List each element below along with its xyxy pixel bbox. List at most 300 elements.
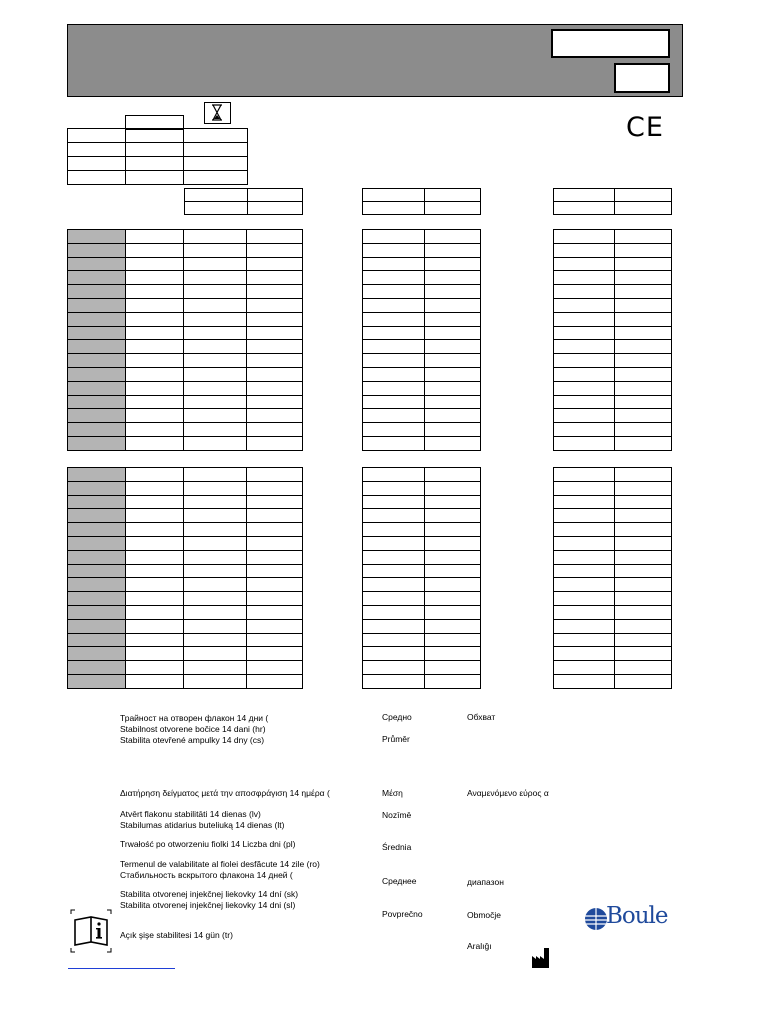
- table-cell[interactable]: [615, 230, 672, 244]
- table-cell[interactable]: [554, 285, 615, 299]
- table-cell[interactable]: [363, 674, 425, 688]
- table-cell[interactable]: [68, 536, 126, 550]
- mean-label-pl: Średnia: [382, 842, 412, 852]
- table-cell[interactable]: [425, 409, 481, 423]
- table-cell[interactable]: [363, 578, 425, 592]
- table-cell[interactable]: [126, 509, 184, 523]
- table-cell[interactable]: [425, 257, 481, 271]
- table-cell[interactable]: [554, 523, 615, 537]
- table-cell[interactable]: [184, 409, 247, 423]
- table-cell[interactable]: [184, 298, 247, 312]
- table-cell[interactable]: [554, 605, 615, 619]
- table-row: [554, 354, 672, 368]
- table-row: [68, 381, 303, 395]
- table-cell[interactable]: [425, 592, 481, 606]
- table-cell[interactable]: [247, 564, 303, 578]
- table-cell[interactable]: [425, 381, 481, 395]
- table-cell[interactable]: [68, 409, 126, 423]
- lot-number-box[interactable]: [551, 29, 670, 58]
- note-bg: Трайност на отворен флакон 14 дни (: [120, 713, 269, 723]
- table-cell[interactable]: [363, 661, 425, 675]
- table-row: [68, 523, 303, 537]
- mean-label-cs: Průměr: [382, 734, 410, 744]
- table-cell[interactable]: [425, 271, 481, 285]
- table-cell[interactable]: [554, 468, 615, 482]
- table-cell[interactable]: [363, 381, 425, 395]
- table-cell[interactable]: [126, 550, 184, 564]
- table-row: [68, 674, 303, 688]
- table-cell[interactable]: [184, 564, 247, 578]
- table-cell[interactable]: [363, 326, 425, 340]
- table-cell[interactable]: [615, 619, 672, 633]
- table-cell[interactable]: [247, 633, 303, 647]
- table-cell[interactable]: [126, 481, 184, 495]
- table-cell[interactable]: [184, 285, 247, 299]
- table-cell[interactable]: [126, 633, 184, 647]
- table-cell[interactable]: [247, 354, 303, 368]
- table-cell[interactable]: [126, 285, 184, 299]
- table-row: [68, 230, 303, 244]
- table-cell[interactable]: [184, 550, 247, 564]
- table-cell[interactable]: [247, 243, 303, 257]
- table-cell[interactable]: [425, 285, 481, 299]
- table-cell[interactable]: [363, 285, 425, 299]
- table-cell[interactable]: [247, 367, 303, 381]
- table-cell[interactable]: [68, 605, 126, 619]
- table-cell[interactable]: [184, 230, 247, 244]
- table-cell[interactable]: [425, 495, 481, 509]
- table-cell[interactable]: [363, 536, 425, 550]
- table-cell[interactable]: [554, 257, 615, 271]
- table-cell[interactable]: [126, 605, 184, 619]
- table-cell[interactable]: [68, 381, 126, 395]
- table-cell[interactable]: [425, 340, 481, 354]
- table-cell[interactable]: [615, 257, 672, 271]
- table-cell[interactable]: [615, 367, 672, 381]
- table-cell[interactable]: [184, 367, 247, 381]
- link-underline[interactable]: [68, 968, 175, 969]
- table-cell[interactable]: [425, 661, 481, 675]
- table-cell[interactable]: [68, 312, 126, 326]
- table-cell[interactable]: [615, 340, 672, 354]
- table-cell[interactable]: [184, 271, 247, 285]
- table-cell[interactable]: [126, 381, 184, 395]
- table-cell[interactable]: [425, 230, 481, 244]
- table-row: [363, 326, 481, 340]
- table-cell[interactable]: [615, 468, 672, 482]
- table-cell[interactable]: [615, 605, 672, 619]
- table-cell[interactable]: [68, 578, 126, 592]
- table-row: [68, 481, 303, 495]
- table-cell[interactable]: [363, 523, 425, 537]
- table-cell[interactable]: [126, 436, 184, 450]
- table-cell[interactable]: [126, 312, 184, 326]
- table-cell[interactable]: [184, 395, 247, 409]
- table-cell[interactable]: [425, 367, 481, 381]
- table-cell[interactable]: [425, 468, 481, 482]
- table-cell[interactable]: [554, 661, 615, 675]
- table-cell[interactable]: [554, 395, 615, 409]
- table-cell[interactable]: [615, 564, 672, 578]
- table-row: [363, 340, 481, 354]
- table-cell[interactable]: [68, 674, 126, 688]
- table-row: [68, 285, 303, 299]
- table-cell[interactable]: [247, 230, 303, 244]
- table-cell[interactable]: [425, 523, 481, 537]
- table-cell[interactable]: [247, 536, 303, 550]
- table-row: [363, 674, 481, 688]
- table-cell[interactable]: [184, 468, 247, 482]
- table-cell[interactable]: [126, 243, 184, 257]
- table-cell[interactable]: [247, 523, 303, 537]
- table-cell[interactable]: [247, 481, 303, 495]
- table-row: [554, 285, 672, 299]
- table-cell[interactable]: [68, 523, 126, 537]
- table-row: [68, 633, 303, 647]
- table-cell[interactable]: [68, 619, 126, 633]
- table-cell[interactable]: [184, 633, 247, 647]
- note-sl: Stabilita otvorenej injekčnej liekovky 14 dni (sl): [120, 900, 296, 910]
- table-row: [68, 509, 303, 523]
- level-box[interactable]: [614, 63, 670, 93]
- table-cell[interactable]: [247, 436, 303, 450]
- table-cell[interactable]: [554, 536, 615, 550]
- table-cell[interactable]: [68, 230, 126, 244]
- table-cell[interactable]: [425, 550, 481, 564]
- table-cell[interactable]: [615, 674, 672, 688]
- table-cell[interactable]: [615, 536, 672, 550]
- table-cell[interactable]: [554, 312, 615, 326]
- table-cell[interactable]: [554, 674, 615, 688]
- table-cell[interactable]: [425, 633, 481, 647]
- table-cell[interactable]: [184, 578, 247, 592]
- table-row: [554, 661, 672, 675]
- table-cell[interactable]: [68, 481, 126, 495]
- parameter-table-lower: [67, 467, 303, 689]
- table-cell[interactable]: [247, 409, 303, 423]
- table-cell[interactable]: [363, 495, 425, 509]
- range-label-tr: Aralığı: [467, 941, 492, 951]
- table-cell[interactable]: [126, 564, 184, 578]
- table-cell[interactable]: [126, 578, 184, 592]
- table-cell[interactable]: [615, 354, 672, 368]
- table-cell[interactable]: [68, 661, 126, 675]
- table-cell[interactable]: [363, 550, 425, 564]
- table-cell[interactable]: [425, 647, 481, 661]
- table-cell[interactable]: [363, 647, 425, 661]
- table-cell[interactable]: [184, 647, 247, 661]
- table-cell[interactable]: [554, 326, 615, 340]
- table-row: [554, 381, 672, 395]
- brand-name: Boule: [606, 903, 668, 929]
- table-cell[interactable]: [363, 633, 425, 647]
- instructions-for-use-icon: [70, 909, 112, 953]
- table-cell[interactable]: [554, 495, 615, 509]
- table-cell[interactable]: [554, 340, 615, 354]
- table-cell[interactable]: [554, 367, 615, 381]
- table-cell[interactable]: [184, 592, 247, 606]
- table-cell[interactable]: [363, 298, 425, 312]
- table-cell[interactable]: [184, 257, 247, 271]
- table-cell[interactable]: [126, 468, 184, 482]
- table-cell[interactable]: [363, 312, 425, 326]
- table-cell[interactable]: [247, 468, 303, 482]
- level2-table-upper: [362, 229, 481, 451]
- table-cell[interactable]: [68, 495, 126, 509]
- table-cell[interactable]: [363, 605, 425, 619]
- table-row: [554, 509, 672, 523]
- table-cell[interactable]: [247, 495, 303, 509]
- mean-label-el: Μέση: [382, 788, 403, 798]
- table-cell[interactable]: [247, 592, 303, 606]
- table-cell[interactable]: [184, 661, 247, 675]
- lot-info-table: [67, 128, 248, 185]
- table-cell[interactable]: [184, 536, 247, 550]
- table-cell[interactable]: [615, 550, 672, 564]
- table-cell[interactable]: [363, 409, 425, 423]
- table-cell[interactable]: [615, 326, 672, 340]
- table-cell[interactable]: [615, 243, 672, 257]
- table-cell[interactable]: [247, 340, 303, 354]
- table-cell[interactable]: [126, 592, 184, 606]
- table-cell[interactable]: [68, 285, 126, 299]
- table-cell[interactable]: [425, 395, 481, 409]
- table-cell[interactable]: [425, 509, 481, 523]
- table-cell[interactable]: [68, 395, 126, 409]
- table-cell[interactable]: [554, 271, 615, 285]
- table-cell[interactable]: [615, 523, 672, 537]
- table-cell[interactable]: [363, 592, 425, 606]
- table-cell[interactable]: [363, 436, 425, 450]
- table-cell[interactable]: [615, 481, 672, 495]
- table-cell[interactable]: [68, 647, 126, 661]
- table-cell[interactable]: [554, 619, 615, 633]
- table-cell[interactable]: [184, 354, 247, 368]
- table-cell[interactable]: [247, 298, 303, 312]
- table-row: [68, 367, 303, 381]
- table-cell[interactable]: [554, 564, 615, 578]
- table-cell[interactable]: [247, 381, 303, 395]
- table-cell[interactable]: [615, 271, 672, 285]
- table-cell[interactable]: [184, 619, 247, 633]
- table-cell[interactable]: [184, 423, 247, 437]
- table-cell[interactable]: [184, 481, 247, 495]
- table-cell[interactable]: [126, 326, 184, 340]
- table-cell[interactable]: [425, 605, 481, 619]
- table-row: [68, 409, 303, 423]
- table-cell[interactable]: [126, 647, 184, 661]
- table-cell[interactable]: [615, 381, 672, 395]
- table-cell[interactable]: [615, 312, 672, 326]
- table-cell[interactable]: [68, 592, 126, 606]
- table-cell[interactable]: [247, 661, 303, 675]
- table-cell[interactable]: [247, 647, 303, 661]
- table-cell[interactable]: [425, 326, 481, 340]
- table-cell[interactable]: [247, 509, 303, 523]
- table-cell[interactable]: [615, 495, 672, 509]
- table-cell[interactable]: [184, 523, 247, 537]
- table-cell[interactable]: [68, 436, 126, 450]
- table-cell[interactable]: [126, 230, 184, 244]
- table-cell[interactable]: [247, 257, 303, 271]
- table-cell[interactable]: [363, 243, 425, 257]
- table-cell[interactable]: [363, 509, 425, 523]
- note-hr: Stabilnost otvorene bočice 14 dani (hr): [120, 724, 266, 734]
- table-cell[interactable]: [126, 340, 184, 354]
- table-cell[interactable]: [126, 271, 184, 285]
- table-cell[interactable]: [554, 633, 615, 647]
- table-cell[interactable]: [615, 298, 672, 312]
- table-cell[interactable]: [126, 495, 184, 509]
- table-cell[interactable]: [68, 243, 126, 257]
- table-cell[interactable]: [554, 647, 615, 661]
- table-row: [68, 578, 303, 592]
- table-cell[interactable]: [425, 481, 481, 495]
- table-cell[interactable]: [184, 509, 247, 523]
- table-cell[interactable]: [554, 509, 615, 523]
- table-cell[interactable]: [126, 354, 184, 368]
- table-cell[interactable]: [247, 674, 303, 688]
- table-cell[interactable]: [68, 564, 126, 578]
- table-cell[interactable]: [68, 298, 126, 312]
- table-row: [68, 326, 303, 340]
- table-cell[interactable]: [554, 481, 615, 495]
- table-cell[interactable]: [554, 354, 615, 368]
- table-row: [68, 564, 303, 578]
- table-cell[interactable]: [126, 523, 184, 537]
- table-cell[interactable]: [554, 409, 615, 423]
- table-cell[interactable]: [68, 326, 126, 340]
- table-cell[interactable]: [425, 298, 481, 312]
- table-cell[interactable]: [68, 423, 126, 437]
- table-cell[interactable]: [554, 436, 615, 450]
- table-cell[interactable]: [363, 619, 425, 633]
- table-row: [554, 326, 672, 340]
- table-cell[interactable]: [615, 647, 672, 661]
- table-cell[interactable]: [247, 550, 303, 564]
- table-cell[interactable]: [363, 230, 425, 244]
- table-cell[interactable]: [363, 468, 425, 482]
- table-cell[interactable]: [615, 423, 672, 437]
- table-cell[interactable]: [126, 674, 184, 688]
- table-cell[interactable]: [363, 395, 425, 409]
- table-cell[interactable]: [363, 340, 425, 354]
- table-cell[interactable]: [615, 592, 672, 606]
- table-cell[interactable]: [126, 367, 184, 381]
- table-cell[interactable]: [425, 674, 481, 688]
- table-cell[interactable]: [554, 243, 615, 257]
- table-cell[interactable]: [363, 367, 425, 381]
- table-cell[interactable]: [184, 312, 247, 326]
- table-cell[interactable]: [554, 298, 615, 312]
- table-cell[interactable]: [184, 605, 247, 619]
- table-cell[interactable]: [615, 509, 672, 523]
- table-cell[interactable]: [615, 578, 672, 592]
- table-cell[interactable]: [363, 354, 425, 368]
- table-cell[interactable]: [126, 619, 184, 633]
- table-cell[interactable]: [615, 285, 672, 299]
- table-cell[interactable]: [363, 423, 425, 437]
- table-cell[interactable]: [126, 661, 184, 675]
- table-cell[interactable]: [247, 271, 303, 285]
- table-cell[interactable]: [68, 354, 126, 368]
- table-cell[interactable]: [184, 674, 247, 688]
- table-cell[interactable]: [184, 243, 247, 257]
- table-cell[interactable]: [425, 243, 481, 257]
- table-row: [363, 619, 481, 633]
- table-cell[interactable]: [425, 578, 481, 592]
- table-cell[interactable]: [615, 395, 672, 409]
- table-cell[interactable]: [126, 257, 184, 271]
- table-cell[interactable]: [184, 326, 247, 340]
- table-cell[interactable]: [68, 509, 126, 523]
- table-cell[interactable]: [247, 395, 303, 409]
- table-cell[interactable]: [247, 285, 303, 299]
- table-cell[interactable]: [615, 633, 672, 647]
- table-cell[interactable]: [425, 564, 481, 578]
- table-cell[interactable]: [247, 578, 303, 592]
- table-cell[interactable]: [425, 436, 481, 450]
- table-cell[interactable]: [554, 381, 615, 395]
- table-cell[interactable]: [363, 481, 425, 495]
- table-cell[interactable]: [247, 605, 303, 619]
- table-cell[interactable]: [363, 271, 425, 285]
- note-ru: Стабильность вскрытого флакона 14 дней (: [120, 870, 293, 880]
- table-cell[interactable]: [126, 395, 184, 409]
- table-cell[interactable]: [247, 619, 303, 633]
- table-cell[interactable]: [184, 381, 247, 395]
- table-row: [554, 230, 672, 244]
- table-cell[interactable]: [363, 564, 425, 578]
- table-cell[interactable]: [554, 423, 615, 437]
- table-cell[interactable]: [554, 550, 615, 564]
- table-cell[interactable]: [126, 536, 184, 550]
- table-row: [363, 605, 481, 619]
- table-cell[interactable]: [247, 423, 303, 437]
- table-cell[interactable]: [184, 340, 247, 354]
- table-cell[interactable]: [68, 367, 126, 381]
- table-cell[interactable]: [247, 326, 303, 340]
- table-cell[interactable]: [126, 409, 184, 423]
- table-cell[interactable]: [615, 661, 672, 675]
- table-cell[interactable]: [425, 354, 481, 368]
- table-cell[interactable]: [425, 423, 481, 437]
- table-cell[interactable]: [68, 468, 126, 482]
- table-cell[interactable]: [615, 436, 672, 450]
- table-cell[interactable]: [554, 230, 615, 244]
- table-cell[interactable]: [126, 298, 184, 312]
- table-cell[interactable]: [184, 436, 247, 450]
- note-sk: Stabilita otvorenej injekčnej liekovky 14 dní (sk): [120, 889, 299, 899]
- table-cell[interactable]: [68, 340, 126, 354]
- table-cell[interactable]: [68, 271, 126, 285]
- table-cell[interactable]: [68, 550, 126, 564]
- table-cell[interactable]: [68, 633, 126, 647]
- table-cell[interactable]: [554, 578, 615, 592]
- table-cell[interactable]: [615, 409, 672, 423]
- table-cell[interactable]: [425, 536, 481, 550]
- table-cell[interactable]: [184, 495, 247, 509]
- table-cell[interactable]: [554, 592, 615, 606]
- table-cell[interactable]: [126, 423, 184, 437]
- table-cell[interactable]: [363, 257, 425, 271]
- table-row: [554, 647, 672, 661]
- table-row: [554, 592, 672, 606]
- table-cell[interactable]: [425, 312, 481, 326]
- table-cell[interactable]: [425, 619, 481, 633]
- table-cell[interactable]: [68, 257, 126, 271]
- table-cell[interactable]: [247, 312, 303, 326]
